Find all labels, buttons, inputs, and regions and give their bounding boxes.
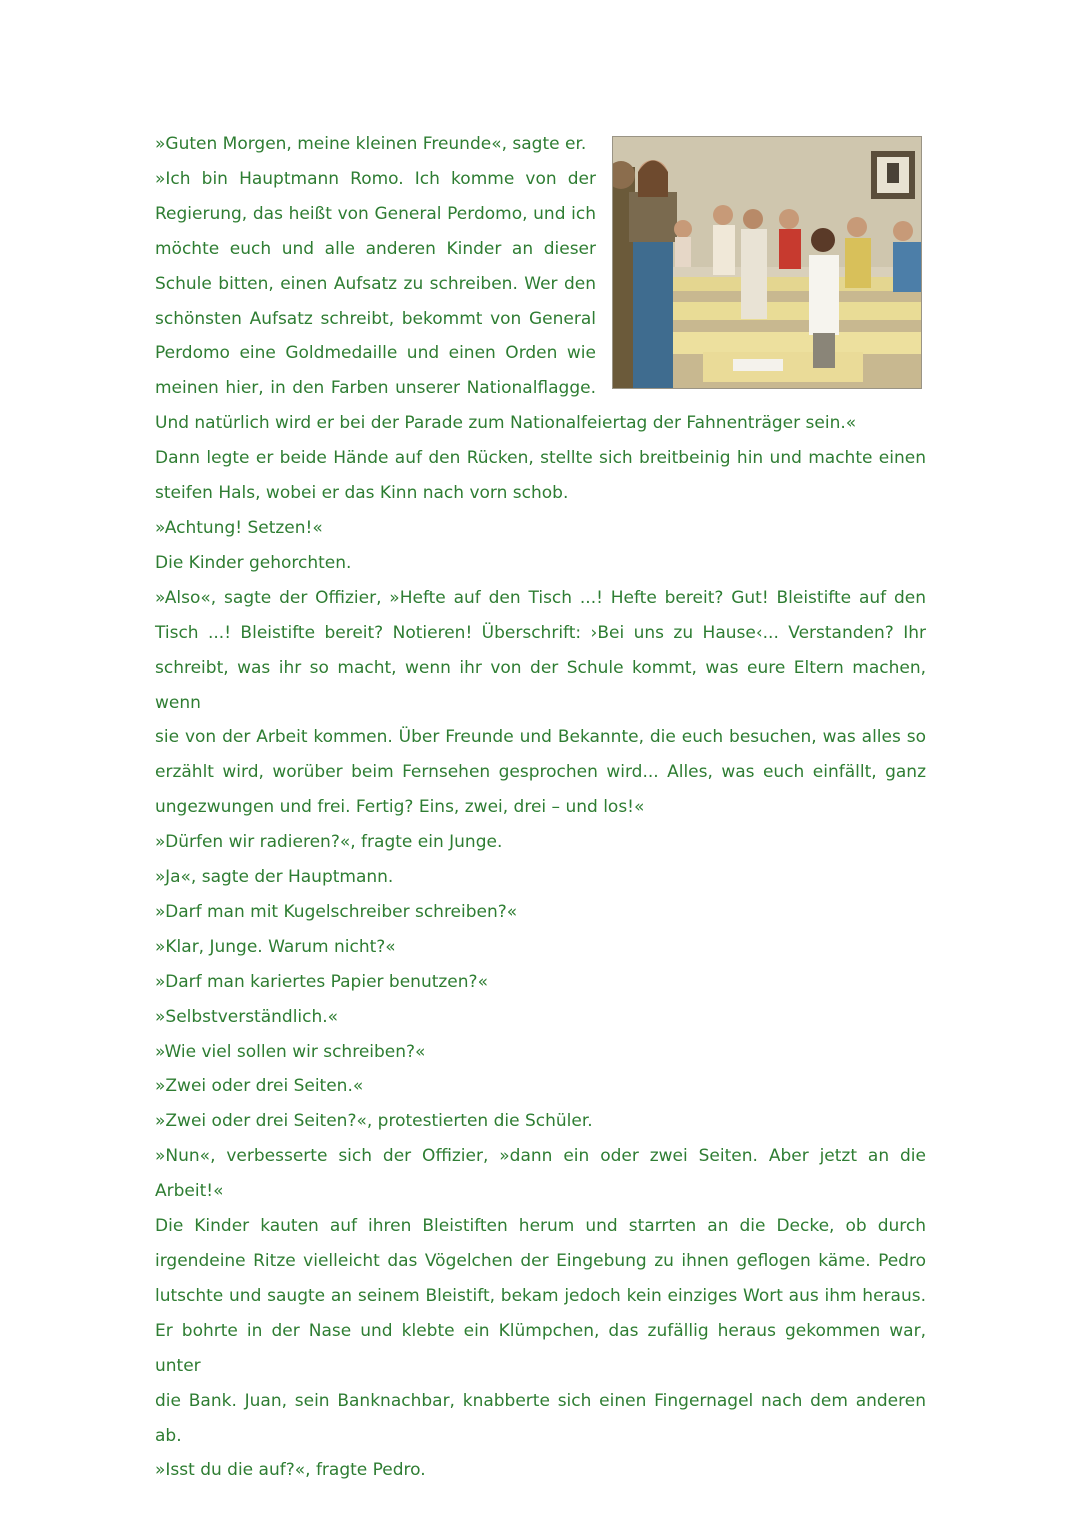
text-line: Dann legte er beide Hände auf den Rücken, stellte sich breitbeinig hin und machte einen [155, 448, 926, 469]
text-line: erzählt wird, worüber beim Fernsehen gesprochen wird... Alles, was euch einfällt, ganz [155, 762, 926, 783]
text-line: Und natürlich wird er bei der Parade zum Nationalfeiertag der Fahnenträger sein.« [155, 413, 857, 434]
text-line: meinen hier, in den Farben unserer Nationalflagge. [155, 378, 596, 399]
text-line: Die Kinder gehorchten. [155, 552, 352, 573]
text-line: »Zwei oder drei Seiten?«, protestierten die Schüler. [155, 1111, 593, 1132]
text-line: schönsten Aufsatz schreibt, bekommt von General [155, 308, 596, 329]
text-line: irgendeine Ritze vielleicht das Vögelchen der Eingebung zu ihnen geflogen käme. Pedro [155, 1251, 926, 1271]
text-line: Tisch ...! Bleistifte bereit? Notieren! Überschrift: ›Bei uns zu Hause‹... Verstanden? Ihr [155, 622, 926, 643]
text-line: schreibt, was ihr so macht, wenn ihr von der Schule kommt, was eure Eltern machen, wenn [155, 657, 926, 713]
text-line: »Dürfen wir radieren?«, fragte ein Junge. [155, 832, 503, 853]
text-line: ungezwungen und frei. Fertig? Eins, zwei, drei – und los!« [155, 797, 645, 818]
text-beside-illustration [155, 127, 596, 406]
text-line: Schule bitten, einen Aufsatz zu schreiben. Wer den [155, 273, 596, 294]
text-line: Er bohrte in der Nase und klebte ein Klümpchen, das zufällig heraus gekommen war, unter [155, 1320, 926, 1376]
text-line: »Selbstverständlich.« [155, 1006, 339, 1027]
text-line: sie von der Arbeit kommen. Über Freunde und Bekannte, die euch besuchen, was alles so [155, 727, 926, 748]
text-line: steifen Hals, wobei er das Kinn nach vorn schob. [155, 483, 569, 504]
text-line: »Wie viel sollen wir schreiben?« [155, 1041, 426, 1062]
text-line: »Also«, sagte der Offizier, »Hefte auf den Tisch ...! Hefte bereit? Gut! Bleistifte auf den [155, 587, 926, 608]
text-line: die Bank. Juan, sein Banknachbar, knabberte sich einen Fingernagel nach dem anderen ab. [155, 1390, 926, 1446]
text-line: »Nun«, verbesserte sich der Offizier, »dann ein oder zwei Seiten. Aber jetzt an die [155, 1146, 926, 1167]
text-line: »Ja«, sagte der Hauptmann. [155, 867, 394, 888]
text-line: »Guten Morgen, meine kleinen Freunde«, sagte er. [155, 134, 587, 154]
text-line: »Ich bin Hauptmann Romo. Ich komme von der [155, 168, 596, 189]
text-line: möchte euch und alle anderen Kinder an dieser [155, 238, 596, 259]
text-line: »Achtung! Setzen!« [155, 517, 323, 538]
text-line: Die Kinder kauten auf ihren Bleistiften herum und starrten an die Decke, ob durch [155, 1216, 926, 1237]
text-line: »Darf man mit Kugelschreiber schreiben?« [155, 901, 518, 922]
text-line: »Isst du die auf?«, fragte Pedro. [155, 1460, 426, 1481]
text-line: »Klar, Junge. Warum nicht?« [155, 936, 396, 957]
text-line: Perdomo eine Goldmedaille und einen Orden wie [155, 343, 596, 364]
text-line: Arbeit!« [155, 1181, 224, 1202]
text-line: lutschte und saugte an seinem Bleistift, bekam jedoch kein einziges Wort aus ihm heraus. [155, 1285, 926, 1306]
story-text [155, 127, 926, 1488]
text-line: Regierung, das heißt von General Perdomo, und ich [155, 203, 596, 224]
text-line: »Darf man kariertes Papier benutzen?« [155, 971, 488, 992]
text-line: »Zwei oder drei Seiten.« [155, 1076, 364, 1097]
